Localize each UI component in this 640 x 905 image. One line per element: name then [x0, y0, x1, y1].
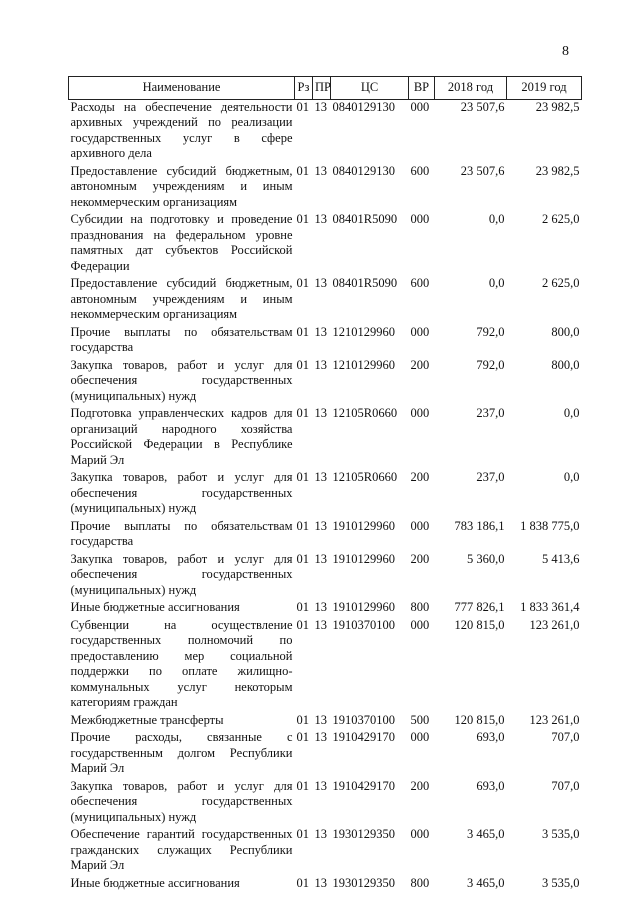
- cell-name: Прочие выплаты по обязательствам государства: [70, 324, 293, 354]
- cell-cs: 08401R5090: [332, 276, 398, 290]
- cell-pr: 13: [314, 778, 327, 793]
- header-2019: 2019 год: [507, 77, 582, 100]
- cell-cs: 1910129960: [332, 600, 395, 614]
- cell-name: Закупка товаров, работ и услуг для обеспечения государственных (муниципальных) нужд: [70, 778, 293, 824]
- budget-table: [68, 76, 582, 893]
- cell-cs: 1910370100: [332, 712, 395, 727]
- cell-cs: 1910429170: [332, 778, 395, 793]
- cell-y2019: 800,0: [551, 324, 580, 339]
- table-row: [69, 358, 582, 407]
- cell-cs: 0840129130: [332, 163, 395, 178]
- table-row: [69, 212, 582, 276]
- cell-vr: 200: [410, 357, 430, 372]
- page-number: 8: [562, 44, 569, 59]
- table-row: [69, 99, 582, 164]
- cell-vr: 200: [410, 551, 430, 566]
- cell-vr: 800: [410, 875, 430, 890]
- table-body: [69, 99, 582, 893]
- cell-y2018: 5 360,0: [467, 551, 505, 566]
- cell-rz: 01: [296, 99, 309, 114]
- table-row: [69, 470, 582, 519]
- cell-y2018: 783 186,1: [454, 518, 505, 533]
- cell-vr: 000: [410, 99, 430, 114]
- header-pr: ПР: [313, 77, 331, 100]
- header-2018: 2018 год: [435, 77, 507, 100]
- cell-rz: 01: [296, 551, 309, 566]
- cell-name: Закупка товаров, работ и услуг для обеспечения государственных (муниципальных) нужд: [70, 551, 293, 597]
- cell-rz: 01: [296, 778, 309, 793]
- table-row: [69, 730, 582, 779]
- cell-y2019: 1 838 775,0: [520, 518, 580, 533]
- cell-rz: 01: [296, 827, 309, 841]
- cell-y2019: 0,0: [563, 406, 580, 420]
- cell-cs: 1910129960: [332, 551, 395, 566]
- cell-cs: 08401R5090: [332, 212, 398, 226]
- cell-vr: 000: [410, 617, 430, 632]
- cell-name: Расходы на обеспечение деятельности архивных учреждений по реализации государственных услуг в сфере архивного дела: [70, 99, 293, 160]
- cell-y2018: 3 465,0: [467, 827, 505, 841]
- cell-pr: 13: [314, 357, 327, 372]
- cell-name: Межбюджетные трансферты: [70, 712, 224, 727]
- cell-cs: 12105R0660: [332, 406, 398, 420]
- cell-pr: 13: [314, 470, 327, 484]
- cell-cs: 0840129130: [332, 99, 395, 114]
- cell-y2019: 2 625,0: [542, 276, 580, 290]
- cell-y2018: 777 826,1: [454, 600, 505, 614]
- cell-name: Субвенции на осуществление государственных полномочий по предоставлению мер социальной поддержки по оплате жилищно-коммунальных услуг некоторым категориям граждан: [70, 617, 293, 709]
- cell-cs: 1910429170: [332, 730, 395, 744]
- table-row: [69, 618, 582, 713]
- cell-y2019: 800,0: [551, 357, 580, 372]
- cell-rz: 01: [296, 875, 309, 890]
- cell-vr: 000: [410, 324, 430, 339]
- cell-vr: 000: [410, 827, 430, 841]
- cell-y2018: 693,0: [476, 778, 505, 793]
- cell-y2019: 123 261,0: [529, 617, 580, 632]
- cell-rz: 01: [296, 212, 309, 226]
- table-row: [69, 713, 582, 731]
- cell-pr: 13: [314, 600, 327, 614]
- cell-pr: 13: [314, 518, 327, 533]
- cell-vr: 600: [410, 163, 430, 178]
- cell-cs: 1210129960: [332, 357, 395, 372]
- cell-name: Иные бюджетные ассигнования: [70, 600, 240, 614]
- cell-y2018: 0,0: [488, 276, 505, 290]
- cell-y2019: 123 261,0: [529, 712, 580, 727]
- cell-rz: 01: [296, 730, 309, 744]
- cell-y2018: 23 507,6: [460, 163, 505, 178]
- header-vr: ВР: [409, 77, 435, 100]
- cell-vr: 000: [410, 518, 430, 533]
- cell-y2019: 707,0: [551, 778, 580, 793]
- table-header: [69, 77, 582, 100]
- table-row: [69, 519, 582, 552]
- cell-name: Предоставление субсидий бюджетным, автономным учреждениям и иным некоммерческим организациям: [70, 276, 293, 321]
- table-row: [69, 600, 582, 618]
- cell-y2019: 5 413,6: [542, 551, 580, 566]
- cell-name: Иные бюджетные ассигнования: [70, 875, 240, 890]
- table-row: [69, 779, 582, 828]
- cell-pr: 13: [314, 406, 327, 420]
- cell-rz: 01: [296, 357, 309, 372]
- header-name: Наименование: [69, 77, 295, 100]
- cell-vr: 500: [410, 712, 430, 727]
- cell-pr: 13: [314, 324, 327, 339]
- cell-y2019: 23 982,5: [535, 99, 580, 114]
- table-row: [69, 827, 582, 876]
- cell-vr: 200: [410, 778, 430, 793]
- cell-vr: 000: [410, 406, 430, 420]
- cell-name: Обеспечение гарантий государственных гражданских служащих Республики Марий Эл: [70, 827, 293, 872]
- cell-rz: 01: [296, 276, 309, 290]
- cell-rz: 01: [296, 600, 309, 614]
- cell-pr: 13: [314, 730, 327, 744]
- cell-rz: 01: [296, 518, 309, 533]
- cell-rz: 01: [296, 470, 309, 484]
- table-row: [69, 276, 582, 325]
- cell-name: Субсидии на подготовку и проведение празднования на федеральном уровне памятных дат субъектов Российской Федерации: [70, 212, 293, 273]
- cell-vr: 600: [410, 276, 430, 290]
- cell-pr: 13: [314, 827, 327, 841]
- cell-name: Прочие расходы, связанные с государственным долгом Республики Марий Эл: [70, 730, 293, 775]
- table-row: [69, 876, 582, 894]
- cell-y2018: 693,0: [476, 730, 505, 744]
- cell-y2019: 0,0: [563, 470, 580, 484]
- cell-y2019: 23 982,5: [535, 163, 580, 178]
- cell-y2018: 237,0: [476, 470, 505, 484]
- table-row: [69, 325, 582, 358]
- cell-pr: 13: [314, 99, 327, 114]
- cell-pr: 13: [314, 875, 327, 890]
- cell-rz: 01: [296, 163, 309, 178]
- cell-pr: 13: [314, 712, 327, 727]
- cell-name: Закупка товаров, работ и услуг для обеспечения государственных (муниципальных) нужд: [70, 470, 293, 515]
- cell-y2019: 2 625,0: [542, 212, 580, 226]
- cell-name: Предоставление субсидий бюджетным, автономным учреждениям и иным некоммерческим организациям: [70, 163, 293, 209]
- cell-cs: 1930129350: [332, 827, 395, 841]
- cell-name: Прочие выплаты по обязательствам государства: [70, 518, 293, 548]
- cell-y2019: 3 535,0: [542, 875, 580, 890]
- cell-y2019: 707,0: [551, 730, 580, 744]
- header-cs: ЦС: [331, 77, 409, 100]
- cell-cs: 1910370100: [332, 617, 395, 632]
- cell-vr: 800: [410, 600, 430, 614]
- cell-name: Подготовка управленческих кадров для организаций народного хозяйства Российской Федерации в Республике Марий Эл: [70, 406, 293, 467]
- cell-y2018: 0,0: [488, 212, 505, 226]
- table-row: [69, 164, 582, 213]
- cell-cs: 1210129960: [332, 324, 395, 339]
- cell-cs: 1910129960: [332, 518, 395, 533]
- cell-y2019: 3 535,0: [542, 827, 580, 841]
- cell-y2018: 3 465,0: [467, 875, 505, 890]
- cell-cs: 12105R0660: [332, 470, 398, 484]
- cell-y2018: 237,0: [476, 406, 505, 420]
- cell-rz: 01: [296, 406, 309, 420]
- cell-pr: 13: [314, 212, 327, 226]
- cell-pr: 13: [314, 617, 327, 632]
- cell-y2018: 792,0: [476, 324, 505, 339]
- cell-pr: 13: [314, 551, 327, 566]
- cell-vr: 200: [410, 470, 430, 484]
- cell-name: Закупка товаров, работ и услуг для обеспечения государственных (муниципальных) нужд: [70, 357, 293, 403]
- cell-rz: 01: [296, 617, 309, 632]
- table-row: [69, 552, 582, 601]
- cell-y2018: 120 815,0: [454, 712, 505, 727]
- cell-y2018: 792,0: [476, 357, 505, 372]
- cell-cs: 1930129350: [332, 875, 395, 890]
- cell-y2019: 1 833 361,4: [520, 600, 580, 614]
- cell-pr: 13: [314, 276, 327, 290]
- cell-y2018: 23 507,6: [460, 99, 505, 114]
- header-rz: Рз: [295, 77, 313, 100]
- table-row: [69, 406, 582, 470]
- cell-vr: 000: [410, 730, 430, 744]
- cell-rz: 01: [296, 712, 309, 727]
- cell-rz: 01: [296, 324, 309, 339]
- cell-vr: 000: [410, 212, 430, 226]
- cell-pr: 13: [314, 163, 327, 178]
- cell-y2018: 120 815,0: [454, 617, 505, 632]
